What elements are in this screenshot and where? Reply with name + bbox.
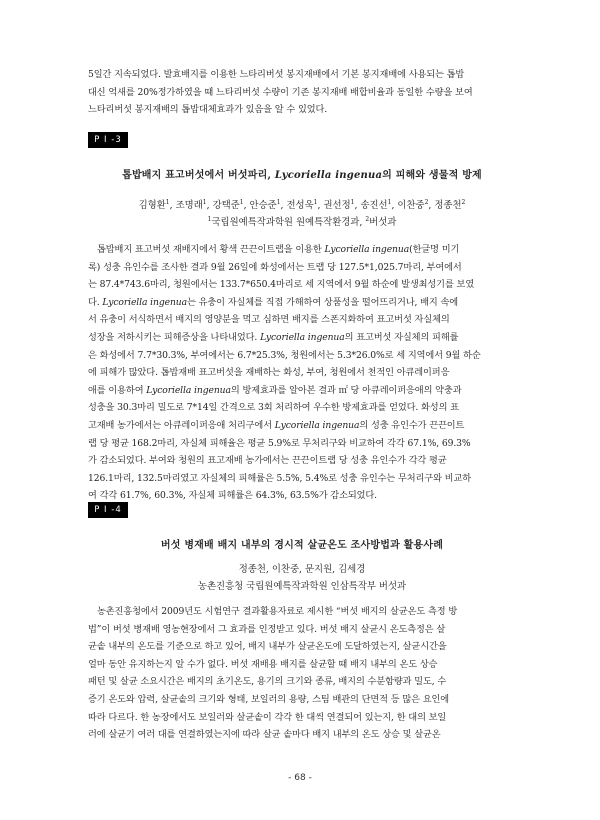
affil-superscript: 1	[207, 216, 212, 223]
intro-paragraph	[88, 66, 516, 119]
body-line: 톱밥배지 표고버섯 재배지에서 황색 끈끈이트랩을 이용한 Lycoriella ingenua(한글명 미기	[97, 244, 460, 255]
section1-title	[88, 166, 516, 181]
section1-author-list: 김형환$^1$, 조명래$^1$, 강택준$^1$, 안승준$^1$, 전성욱$^1$, 권선정$^1$, 송진선$^1$, 이찬중$^2$, 정종천$^2$	[138, 199, 466, 211]
body-line: 가 감소되었다. 부여와 청원의 표고재배 농가에서는 끈끈이트랩 당 성충 유인수가 각각 평균	[88, 455, 447, 467]
section1-affiliation	[88, 214, 516, 228]
section2-title: 버섯 병재배 배지 내부의 경시적 살균온도 조사방법과 활용사례	[160, 540, 444, 551]
intro-line: 5일간 지속되었다. 발효배지를 이용한 느타리버섯 봉지재배에서 기본 봉지재배에 사용되는 톱밥	[88, 69, 465, 80]
affil-text-end: 버섯과	[369, 217, 397, 228]
species-name: Lycoriella ingenua	[102, 296, 187, 308]
author-superscript: 1	[202, 199, 207, 206]
body-line: 록) 성충 유인수를 조사한 결과 9월 26일에 화성에서는 트랩 당 127.5*1,025.7마리, 부여에서	[88, 261, 462, 273]
section1-title-prefix: 톱밥배지 표고버섯에서 버섯파리,	[122, 170, 275, 181]
page-number: - 68 -	[288, 773, 312, 783]
section1-title-species: Lycoriella ingenua	[274, 170, 383, 181]
body-line: 얼마 동안 유지하는지 알 수가 없다. 버섯 재배용 배지를 살균할 때 배지 내부의 온도 상승	[88, 658, 438, 670]
section2-body	[88, 603, 516, 744]
body-line: 은 화성에서 7.7*30.3%, 부여에서는 6.7*25.3%, 청원에서는 5.3*26.0%로 세 지역에서 9월 하순	[88, 349, 481, 361]
body-line: 법”이 버섯 병재배 영농현장에서 그 효과를 인정받고 있다. 버섯 배지 살균시 온도측정은 살	[88, 623, 446, 635]
section2-affiliation: 농촌진흥청 국립원예특작과학원 인삼특작부 버섯과	[197, 581, 407, 592]
section-tag-p1-4: P I -4	[88, 502, 128, 518]
species-name: Lycoriella ingenua	[324, 244, 410, 255]
species-name: Lycoriella ingenua	[146, 384, 231, 396]
species-name: Lycoriella ingenua	[274, 419, 360, 431]
body-line: 다. Lycoriella ingenua는 유충이 자실체를 직접 가해하여 상품성을 떨어뜨리거나, 배지 속에	[88, 296, 459, 308]
author-superscript: 2	[424, 199, 429, 206]
body-line: 여 각각 61.7%, 60.3%, 자실체 피해률은 64.3%, 63.5%가 감소되었다.	[88, 490, 377, 502]
affil-text: 국립원예특작과학원 원예특작환경과,	[211, 217, 366, 228]
body-line: 러에 살균기 여러 대를 연결하였는지에 따라 살균 솥마다 배지 내부의 온도 상승 및 살균온	[88, 729, 441, 741]
author-superscript: 1	[239, 199, 244, 206]
body-line: 농촌진흥청에서 2009년도 시험연구 결과활용자료로 제시한 “버섯 배지의 살균온도 측정 방	[97, 606, 458, 617]
section2-authors: 정종천, 이찬중, 문지원, 김세경	[238, 564, 366, 575]
author-superscript: 2	[461, 199, 466, 206]
body-line: 성충을 30.3마리 밀도로 7*14일 간격으로 3회 처리하여 우수한 방제효과를 얻었다. 화성의 표	[88, 402, 459, 414]
body-line: 패턴 및 살균 소요시간은 배지의 초기온도, 용기의 크기와 종류, 배지의 수분함량과 밀도, 수	[88, 676, 447, 688]
species-name: Lycoriella ingenua	[260, 331, 345, 343]
intro-line: 느타리버섯 봉지재배의 톱밥대체효과가 있음을 알 수 있었다.	[88, 104, 328, 116]
intro-line: 대신 억새를 20%정가하였을 때 느타리버섯 수량이 기존 봉지재배 배합비율과 동일한 수량을 보여	[88, 86, 473, 98]
author-superscript: 1	[350, 199, 355, 206]
body-line: 애를 이용하여 Lycoriella ingenua의 방제효과를 알아본 결과 ㎡ 당 아큐레이퍼응애의 약충과	[88, 384, 462, 396]
body-line: 는 87.4*743.6마리, 청원에서는 133.7*650.4마리로 세 지역에서 9월 하순에 발생최성기를 보였	[88, 279, 475, 291]
body-line: 따라 다르다. 한 농장에서도 보일러와 살균솥이 각각 한 대씩 연결되어 있는지, 한 대의 보일	[88, 711, 447, 723]
body-line: 증기 온도와 압력, 살균솥의 크기와 형태, 보일러의 용량, 스팀 배관의 단면적 등 많은 요인에	[88, 693, 450, 705]
author-superscript: 1	[276, 199, 281, 206]
author-superscript: 1	[165, 199, 170, 206]
body-line: 126.1마리, 132.5마리였고 자실체의 피해률은 5.5%, 5.4%로 성충 유인수는 무처리구와 비교하	[88, 472, 471, 484]
section1-title-suffix: 의 피해와 생물적 방제	[382, 170, 482, 181]
affil-superscript: 2	[365, 216, 370, 223]
body-line: 서 유충이 서식하면서 배지의 영양분을 먹고 심하면 배지를 스폰지화하여 표고버섯 자실체의	[88, 314, 450, 326]
author-superscript: 1	[313, 199, 318, 206]
section-tag-p1-3: P I -3	[88, 132, 128, 148]
body-line: 균솥 내부의 온도를 기준으로 하고 있어, 배지 내부가 살균온도에 도달하였는지, 살균시간을	[88, 641, 447, 653]
author-superscript: 1	[387, 199, 392, 206]
body-line: 랩 당 평균 168.2마리, 자실체 피해율은 평균 5.9%로 무처리구와 비교하여 각각 67.1%, 69.3%	[88, 437, 471, 449]
section1-authors	[88, 197, 516, 211]
body-line: 에 피해가 많았다. 톱밥재배 표고버섯을 재배하는 화성, 부여, 청원에서 천적인 아큐레이퍼응	[88, 367, 450, 379]
section1-body	[88, 241, 516, 505]
body-line: 성장을 저하시키는 피해증상을 나타내었다. Lycoriella ingenua의 표고버섯 자실체의 피해률	[88, 331, 459, 343]
body-line: 고재배 농가에서는 아큐레이퍼응애 처리구에서 Lycoriella ingenua의 성충 유인수가 끈끈이트	[88, 419, 465, 431]
